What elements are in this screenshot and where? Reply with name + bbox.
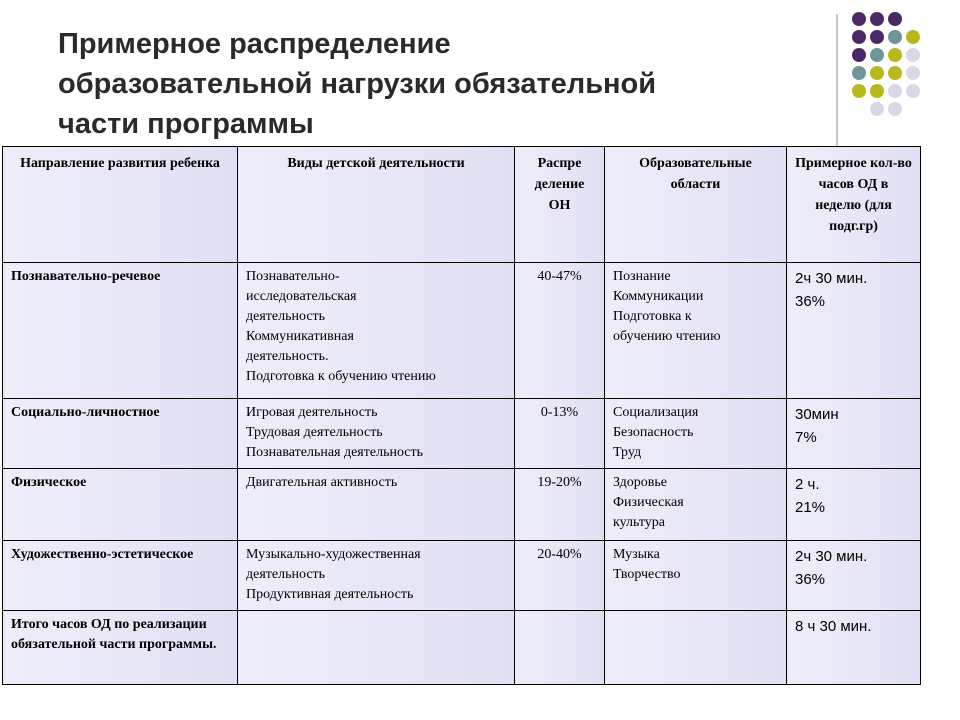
decor-dot-grid bbox=[852, 12, 920, 116]
activity-line: Игровая деятельность bbox=[246, 405, 378, 420]
activity-line: Двигательная активность bbox=[246, 475, 398, 490]
decor-dot bbox=[852, 48, 866, 62]
table-row bbox=[3, 541, 921, 611]
areas-cell bbox=[605, 399, 787, 469]
activities-cell bbox=[238, 541, 515, 611]
slide-title bbox=[58, 24, 818, 144]
decor-dot bbox=[870, 102, 884, 116]
decor-dot bbox=[852, 66, 866, 80]
hours-cell bbox=[787, 399, 921, 469]
decor-dot bbox=[870, 84, 884, 98]
empty-cell bbox=[238, 611, 515, 685]
hours-cell bbox=[787, 541, 921, 611]
title-line: Примерное распределение bbox=[58, 28, 451, 60]
decor-dot bbox=[888, 12, 902, 26]
area-line: Безопасность bbox=[613, 425, 694, 440]
decor-dot bbox=[852, 84, 866, 98]
hours-cell bbox=[787, 469, 921, 541]
activity-line: Коммуникативная bbox=[246, 329, 354, 344]
decor-dot bbox=[888, 84, 902, 98]
decor-dot bbox=[906, 66, 920, 80]
share-cell: 20-40% bbox=[515, 541, 605, 611]
area-line: Физическая bbox=[613, 495, 684, 510]
empty-cell bbox=[605, 611, 787, 685]
activity-line: Трудовая деятельность bbox=[246, 425, 383, 440]
decor-dot bbox=[906, 12, 920, 26]
activities-cell bbox=[238, 399, 515, 469]
activity-line: Познавательная деятельность bbox=[246, 445, 424, 460]
hours-percent: 36% bbox=[795, 293, 826, 310]
share-cell: 19-20% bbox=[515, 469, 605, 541]
hours-value: 2 ч. bbox=[795, 476, 820, 493]
activity-line: Музыкально-художественная bbox=[246, 547, 421, 562]
direction-cell: Познавательно-речевое bbox=[3, 263, 238, 399]
table-total-row bbox=[3, 611, 921, 685]
activity-line: Продуктивная деятельность bbox=[246, 587, 414, 602]
decor-dot bbox=[906, 102, 920, 116]
direction-cell: Физическое bbox=[3, 469, 238, 541]
decor-dot bbox=[870, 30, 884, 44]
decor-dot bbox=[888, 48, 902, 62]
header-share: Распре деление ОН bbox=[515, 147, 605, 263]
decor-dot bbox=[888, 66, 902, 80]
table-row bbox=[3, 399, 921, 469]
activity-line: исследовательская bbox=[246, 289, 357, 304]
decor-dot bbox=[888, 30, 902, 44]
table-row bbox=[3, 263, 921, 399]
area-line: обучению чтению bbox=[613, 329, 721, 344]
decor-dot bbox=[888, 102, 902, 116]
hours-value: 2ч 30 мин. bbox=[795, 270, 868, 287]
title-line: образовательной нагрузки обязательной bbox=[58, 68, 657, 100]
area-line: Здоровье bbox=[613, 475, 667, 490]
hours-value: 2ч 30 мин. bbox=[795, 548, 868, 565]
decor-dot bbox=[870, 48, 884, 62]
table-row bbox=[3, 469, 921, 541]
hours-percent: 36% bbox=[795, 571, 826, 588]
areas-cell bbox=[605, 469, 787, 541]
area-line: Познание bbox=[613, 269, 671, 284]
areas-cell bbox=[605, 263, 787, 399]
hours-cell bbox=[787, 263, 921, 399]
area-line: Коммуникации bbox=[613, 289, 704, 304]
activities-cell bbox=[238, 469, 515, 541]
activity-line: деятельность bbox=[246, 567, 326, 582]
load-distribution-table bbox=[2, 146, 921, 685]
area-line: Подготовка к bbox=[613, 309, 692, 324]
area-line: Творчество bbox=[613, 567, 681, 582]
header-areas: Образовательные области bbox=[605, 147, 787, 263]
decor-dot bbox=[906, 48, 920, 62]
share-cell: 40-47% bbox=[515, 263, 605, 399]
hours-value: 30мин bbox=[795, 406, 839, 423]
total-label-cell: Итого часов ОД по реализации обязательной части программы. bbox=[3, 611, 238, 685]
direction-cell: Художественно-эстетическое bbox=[3, 541, 238, 611]
direction-cell: Социально-личностное bbox=[3, 399, 238, 469]
title-line: части программы bbox=[58, 108, 314, 140]
decor-dot bbox=[906, 30, 920, 44]
area-line: культура bbox=[613, 515, 665, 530]
activity-line: деятельность bbox=[246, 309, 326, 324]
total-hours-cell: 8 ч 30 мин. bbox=[787, 611, 921, 685]
activity-line: деятельность. bbox=[246, 349, 329, 364]
table-header-row bbox=[3, 147, 921, 263]
decor-divider bbox=[836, 14, 838, 146]
decor-dot bbox=[852, 102, 866, 116]
header-hours: Примерное кол-во часов ОД в неделю (для подг.гр) bbox=[787, 147, 921, 263]
activity-line: Подготовка к обучению чтению bbox=[246, 369, 436, 384]
areas-cell bbox=[605, 541, 787, 611]
decor-dot bbox=[852, 12, 866, 26]
hours-percent: 21% bbox=[795, 499, 826, 516]
decor-dot bbox=[852, 30, 866, 44]
area-line: Социализация bbox=[613, 405, 699, 420]
empty-cell bbox=[515, 611, 605, 685]
header-activities: Виды детской деятельности bbox=[238, 147, 515, 263]
activity-line: Познавательно- bbox=[246, 269, 340, 284]
header-direction: Направление развития ребенка bbox=[3, 147, 238, 263]
decor-dot bbox=[870, 66, 884, 80]
share-cell: 0-13% bbox=[515, 399, 605, 469]
area-line: Музыка bbox=[613, 547, 660, 562]
area-line: Труд bbox=[613, 445, 642, 460]
decor-dot bbox=[906, 84, 920, 98]
decor-dot bbox=[870, 12, 884, 26]
activities-cell bbox=[238, 263, 515, 399]
hours-percent: 7% bbox=[795, 429, 817, 446]
